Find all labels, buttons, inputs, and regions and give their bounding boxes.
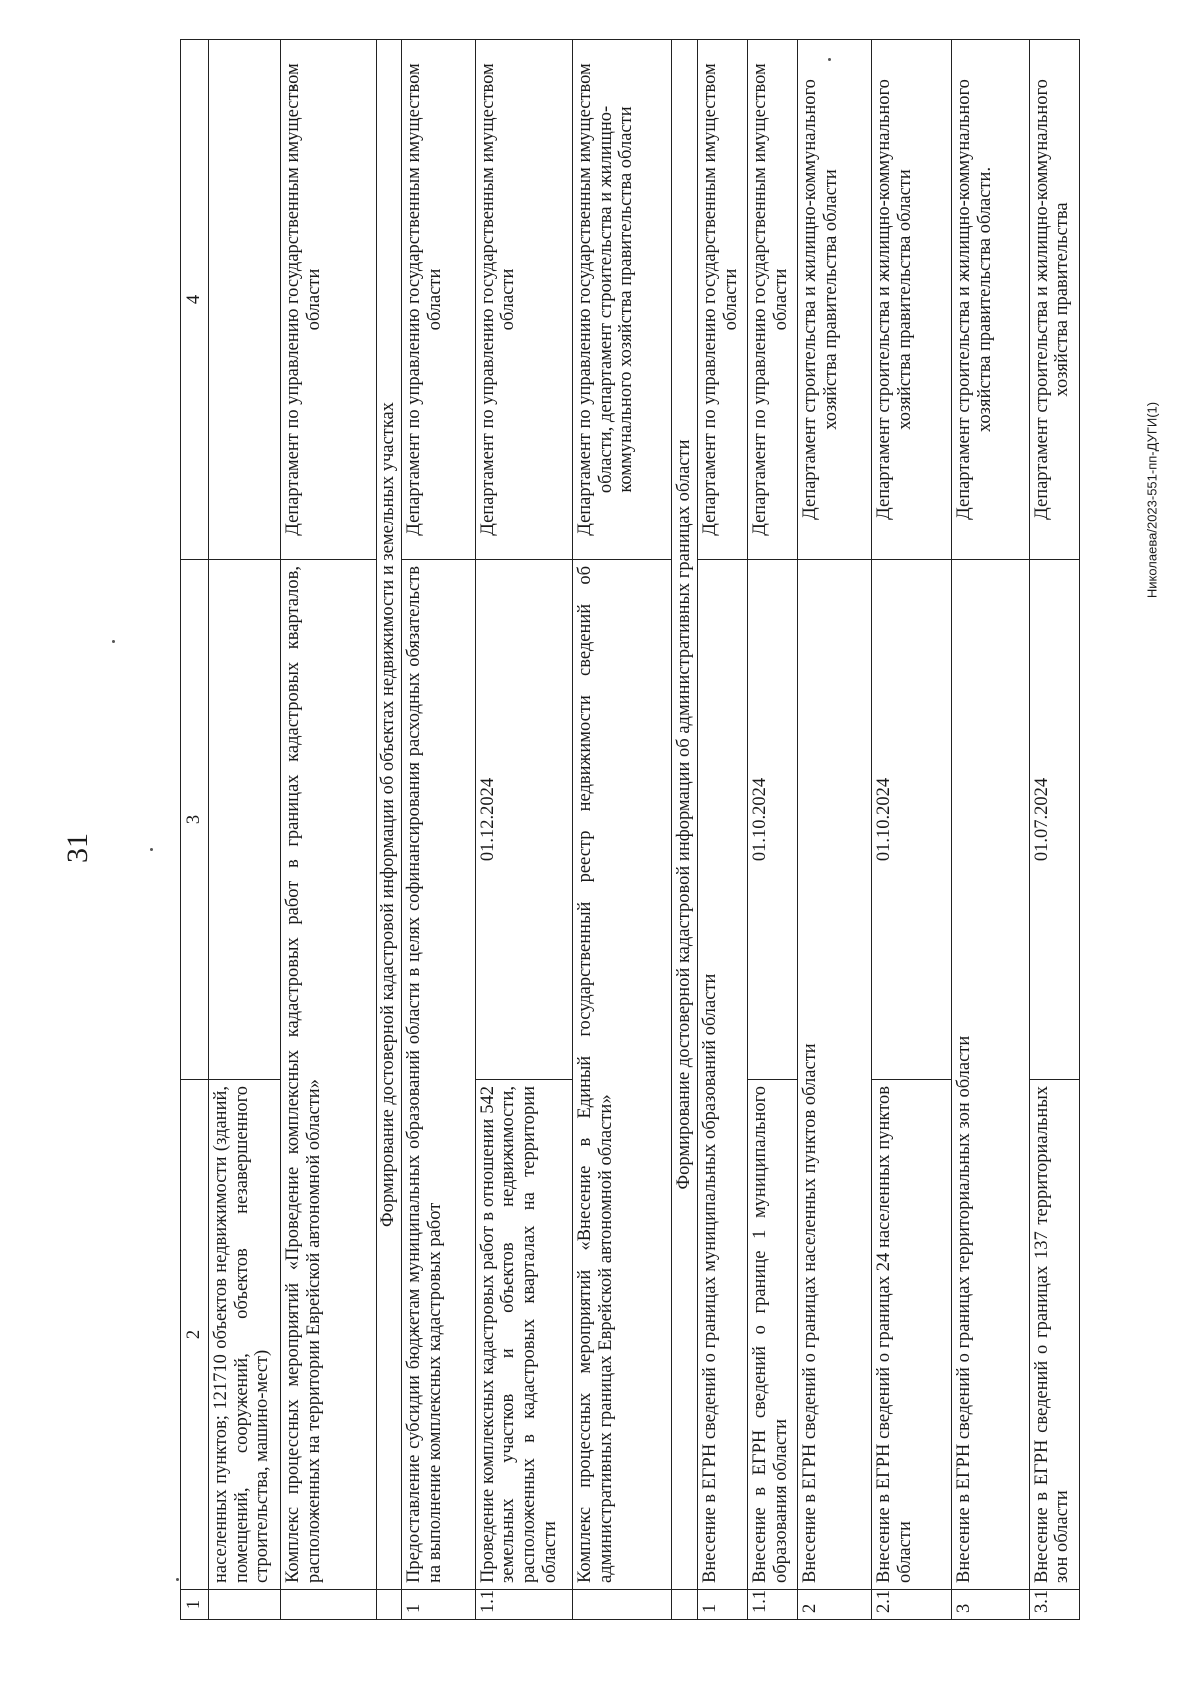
- measure-text: Внесение в ЕГРН сведений о границах территориальных зон области: [951, 560, 1029, 1590]
- row-number: 3.1: [1029, 1590, 1079, 1620]
- responsible: Департамент по управлению государственным имуществом области: [748, 40, 798, 560]
- measure-text: Внесение в ЕГРН сведений о границе 1 муниципального образования области: [748, 1080, 798, 1590]
- deadline: [208, 560, 281, 1080]
- header-cell: 3: [181, 560, 209, 1080]
- plan-table: [180, 39, 1080, 1620]
- row-number: 3: [951, 1590, 1029, 1620]
- section-title: Формирование достоверной кадастровой информации об объектах недвижимости и земельных участках: [376, 40, 402, 1590]
- row-number: 1: [402, 1590, 476, 1620]
- table-row: [402, 40, 476, 1620]
- table-row: [208, 40, 281, 1620]
- measure-text: Внесение в ЕГРН сведений о границах 24 населенных пунктов области: [871, 1080, 951, 1590]
- measure-text: Предоставление субсидии бюджетам муниципальных образований области в целях софинансирования расходных обязательств на выполнение комплексных кадастровых работ: [402, 560, 476, 1590]
- table-row: [572, 40, 671, 1620]
- responsible: Департамент по управлению государственным имуществом области: [281, 40, 376, 560]
- responsible: Департамент строительства и жилищно-коммунального хозяйства правительства области: [798, 40, 872, 560]
- responsible: Департамент по управлению государственным имуществом области, департамент строительства и жилищно-коммунального хозяйства правительства области: [572, 40, 671, 560]
- measure-text: Проведение комплексных кадастровых работ в отношении 542 земельных участков и объектов недвижимости, расположенных в кадастровых кварталах на территории области: [475, 1080, 572, 1590]
- row-number: 1: [698, 1590, 748, 1620]
- section-row: [376, 40, 402, 1620]
- measure-text: Внесение в ЕГРН сведений о границах муниципальных образований области: [698, 560, 748, 1590]
- responsible: Департамент по управлению государственным имуществом области: [402, 40, 476, 560]
- row-number: [208, 1590, 281, 1620]
- program-text: Комплекс процессных мероприятий «Проведение комплексных кадастровых работ в границах кадастровых кварталов, расположенных на территории Еврейской автономной области»: [281, 560, 376, 1590]
- page-number: 31: [61, 833, 94, 863]
- document-footer: Николаева/2023-551-пп-ДУГИ(1): [1144, 401, 1160, 599]
- deadline: 01.12.2024: [475, 560, 572, 1080]
- row-number: 1.1: [475, 1590, 572, 1620]
- deadline: 01.10.2024: [748, 560, 798, 1080]
- measure-text: Внесение в ЕГРН сведений о границах 137 территориальных зон области: [1029, 1080, 1079, 1590]
- row-number: [281, 1590, 376, 1620]
- responsible: Департамент строительства и жилищно-коммунального хозяйства правительства области: [871, 40, 951, 560]
- scan-speck: [176, 1578, 179, 1581]
- header-row: [181, 40, 209, 1620]
- deadline: 01.10.2024: [871, 560, 951, 1080]
- header-cell: 1: [181, 1590, 209, 1620]
- table-row: [281, 40, 376, 1620]
- responsible: Департамент по управлению государственным имуществом области: [475, 40, 572, 560]
- row-number: 1.1: [748, 1590, 798, 1620]
- header-cell: 4: [181, 40, 209, 560]
- section-title: Формирование достоверной кадастровой информации об административных границах области: [672, 40, 698, 1590]
- section-row: [672, 40, 698, 1620]
- responsible: Департамент строительства и жилищно-коммунального хозяйства правительства области.: [951, 40, 1029, 560]
- row-number: 2: [798, 1590, 872, 1620]
- responsible: Департамент строительства и жилищно-коммунального хозяйства правительства: [1029, 40, 1079, 560]
- table-row: [698, 40, 748, 1620]
- table-row: [951, 40, 1029, 1620]
- header-cell: 2: [181, 1080, 209, 1590]
- table-row: [475, 40, 572, 1620]
- row-number: 2.1: [871, 1590, 951, 1620]
- row-number: [572, 1590, 671, 1620]
- measure-text: Внесение в ЕГРН сведений о границах населенных пунктов области: [798, 560, 872, 1590]
- responsible: Департамент по управлению государственным имуществом области: [698, 40, 748, 560]
- responsible: [208, 40, 281, 560]
- scan-speck: [112, 640, 115, 643]
- table-row: [871, 40, 951, 1620]
- scan-speck: [150, 848, 153, 851]
- table-rotated-wrapper: [180, 40, 1080, 1620]
- table-row: [748, 40, 798, 1620]
- table-row: [1029, 40, 1079, 1620]
- deadline: 01.07.2024: [1029, 560, 1079, 1080]
- program-text: Комплекс процессных мероприятий «Внесение в Единый государственный реестр недвижимости сведений об административных границах Еврейской автономной области»: [572, 560, 671, 1590]
- measure-text: населенных пунктов; 121710 объектов недвижимости (зданий, помещений, сооружений, объектов незавершенного строительства, машино-мест): [208, 1080, 281, 1590]
- table-row: [798, 40, 872, 1620]
